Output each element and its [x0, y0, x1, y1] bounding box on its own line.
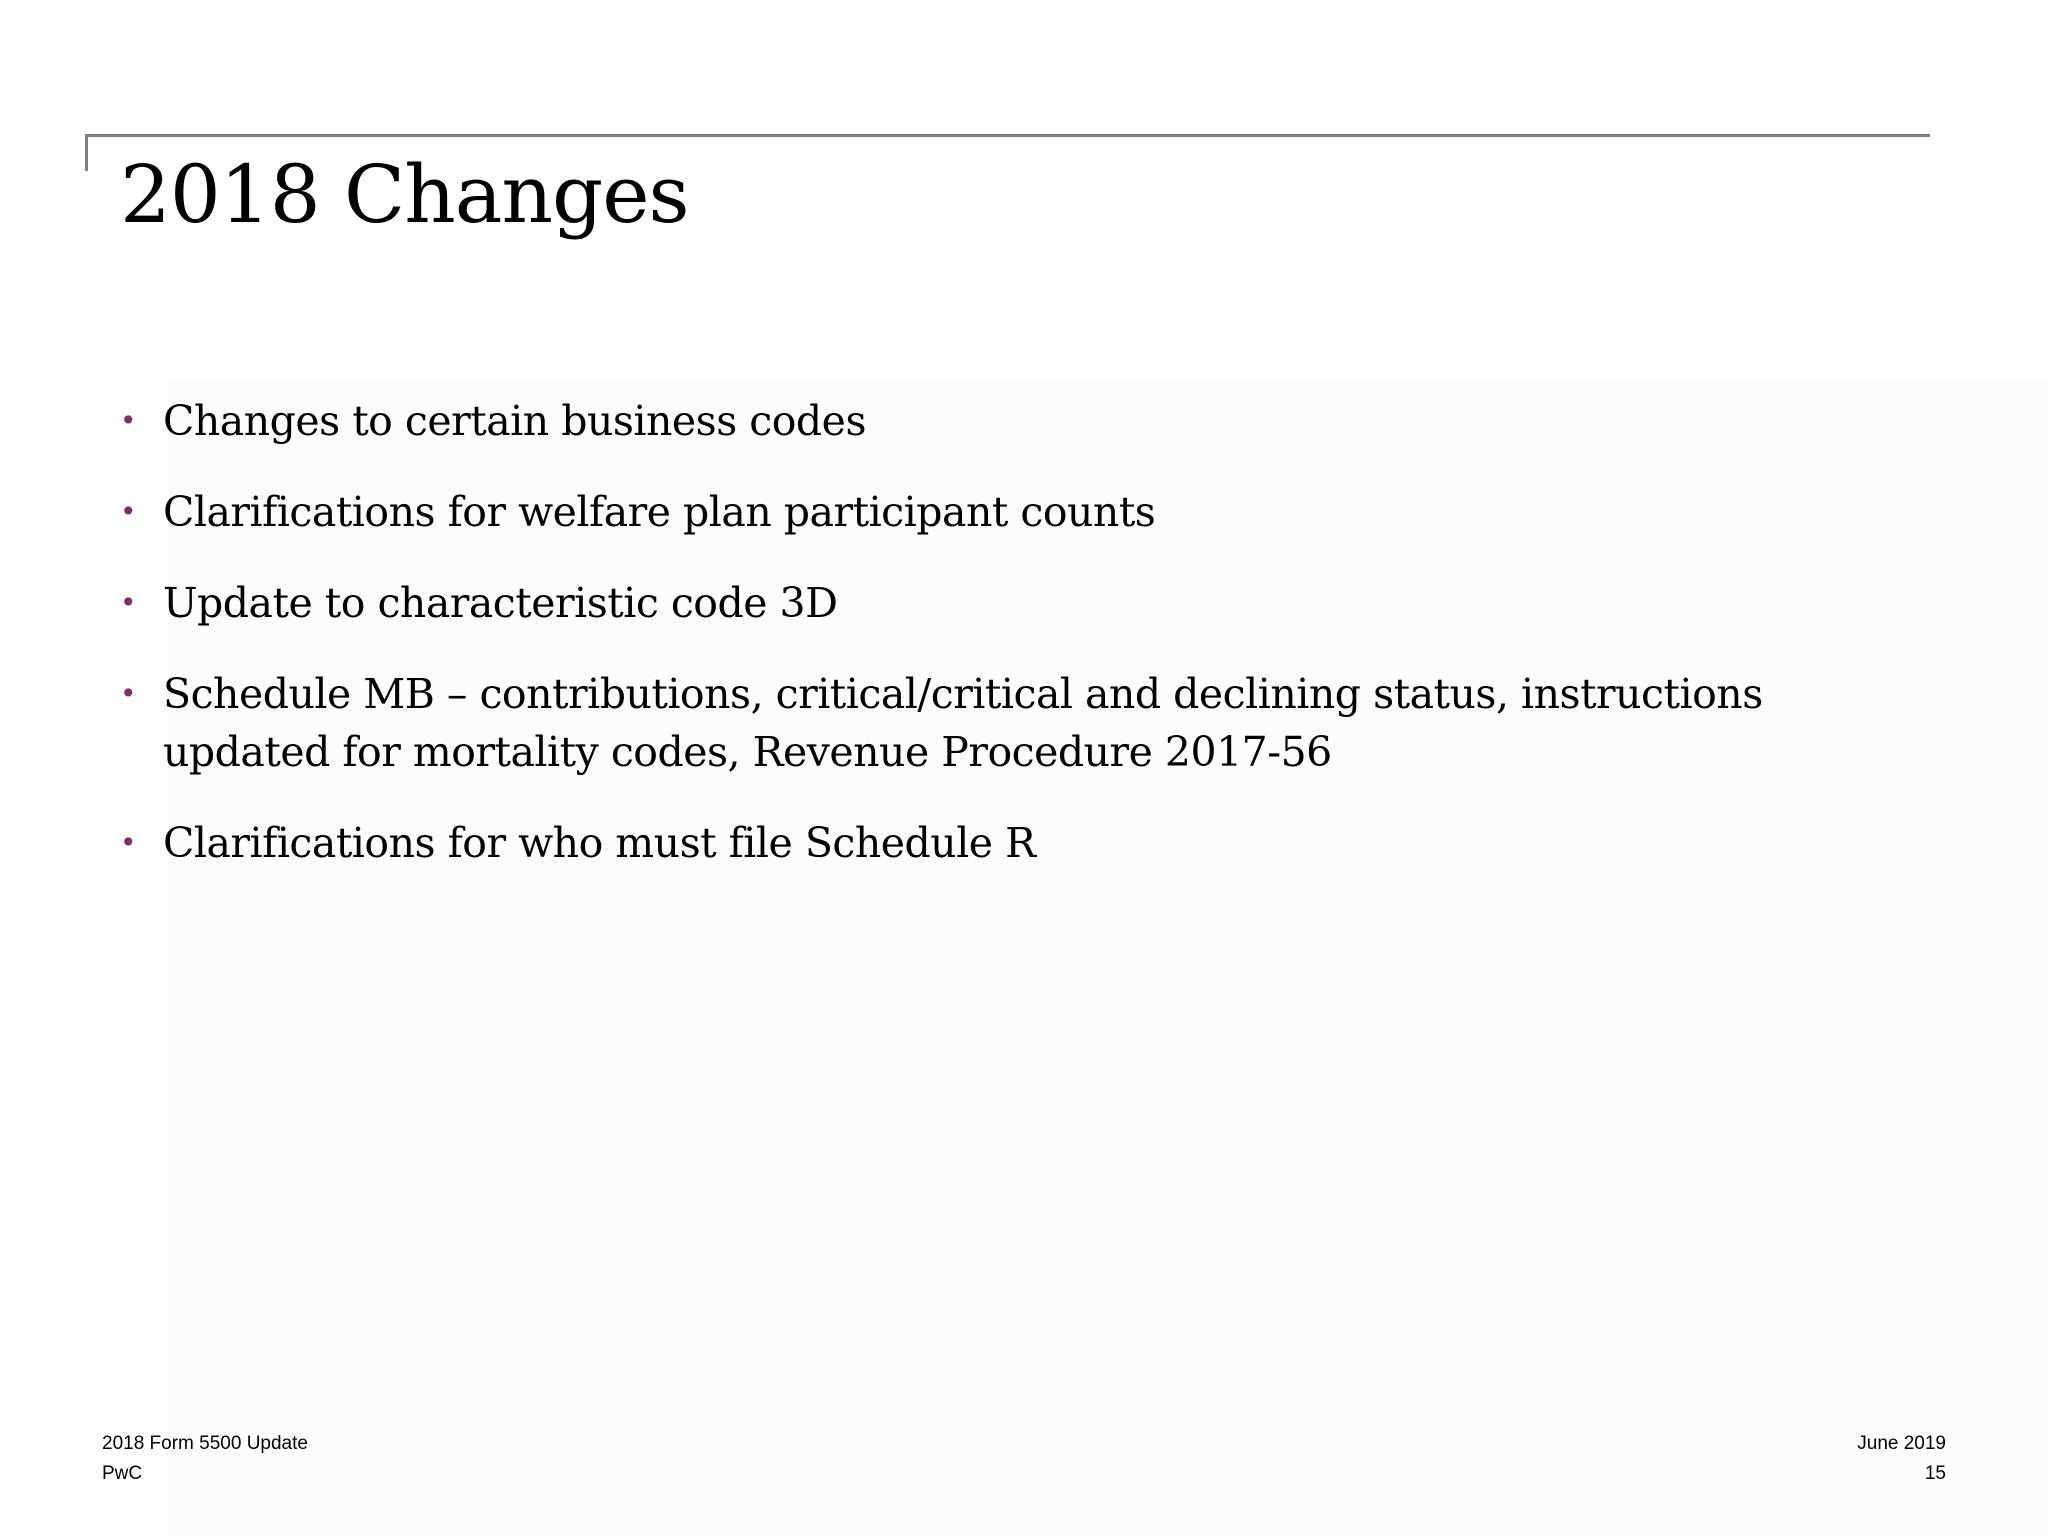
bullet-item: [118, 814, 1818, 872]
bullet-text: Clarifications for who must file Schedule R: [163, 819, 1036, 867]
bullet-item: [118, 574, 1818, 632]
header-corner-tick: [85, 134, 88, 171]
slide-title: 2018 Changes: [120, 148, 689, 241]
footer-presentation-name: 2018 Form 5500 Update: [102, 1433, 308, 1454]
bullet-dot-icon: •: [120, 404, 137, 437]
bullet-item: [118, 483, 1818, 541]
bullet-item: [118, 665, 1818, 781]
bullet-text: Schedule MB – contributions, critical/critical and declining status, instructions updated for mortality codes, Revenue Procedure 2017-56: [163, 670, 1763, 776]
bullet-dot-icon: •: [120, 586, 137, 619]
footer-page-number: 15: [1924, 1463, 1946, 1484]
bullet-text: Clarifications for welfare plan participant counts: [163, 488, 1156, 536]
bullet-text: Changes to certain business codes: [163, 397, 866, 445]
bullet-dot-icon: •: [120, 495, 137, 528]
bullet-text: Update to characteristic code 3D: [163, 579, 838, 627]
footer-company: PwC: [102, 1463, 143, 1484]
footer-date: June 2019: [1857, 1433, 1946, 1454]
bullet-dot-icon: •: [120, 677, 137, 710]
header-divider: [85, 134, 1930, 137]
bullet-list: [118, 392, 1818, 905]
bullet-item: [118, 392, 1818, 450]
bullet-dot-icon: •: [120, 826, 137, 859]
